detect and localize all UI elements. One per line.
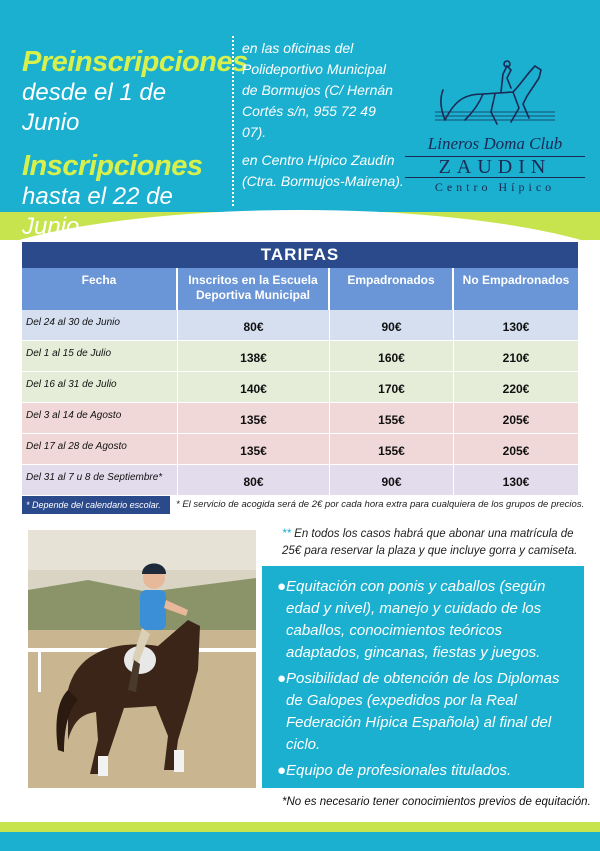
table-row	[22, 434, 578, 465]
preinscripcion-location: en las oficinas del Polideportivo Municipal de Bormujos (C/ Hernán Cortés s/n, 955 72 49 07).	[242, 40, 393, 140]
cell-empadronados: 170€	[330, 372, 454, 402]
cell-fecha: Del 1 al 15 de Julio	[22, 341, 178, 371]
rider-photo	[28, 530, 256, 788]
cell-empadronados: 90€	[330, 310, 454, 340]
inscripciones-date: hasta el 22 de Junio	[22, 183, 173, 240]
bullet-icon: ●	[277, 670, 287, 687]
note-calendario: * Depende del calendario escolar.	[22, 496, 170, 514]
preinscripciones-title: Preinscripciones	[22, 46, 248, 78]
cell-no-empadronados: 205€	[502, 444, 530, 458]
cell-empadronados: 155€	[330, 434, 454, 464]
table-row	[22, 465, 578, 496]
tarifas-table	[22, 242, 578, 496]
features-list	[262, 566, 584, 782]
cell-fecha: Del 31 al 7 u 8 de Septiembre*	[22, 465, 178, 495]
preinscripciones-date: desde el 1 de Junio	[22, 79, 167, 136]
col-header-inscritos: Inscritos en la Escuela Deportiva Municipal	[178, 268, 330, 310]
dates-block	[22, 46, 248, 254]
footer-blue-band	[0, 832, 600, 851]
footer-lime-band	[0, 822, 600, 832]
cell-inscritos: 138€	[178, 341, 330, 371]
logo-club-name: Lineros Doma Club	[427, 134, 563, 153]
cell-inscritos: 140€	[178, 372, 330, 402]
cell-fecha: Del 3 al 14 de Agosto	[22, 403, 178, 433]
table-row	[22, 372, 578, 403]
cell-no-empadronados: 130€	[502, 475, 530, 489]
cell-empadronados: 155€	[330, 403, 454, 433]
bullet-icon: ●	[277, 578, 287, 595]
logo-centro: Centro Hípico	[434, 180, 556, 194]
feature-item	[277, 668, 574, 756]
cell-fecha: Del 24 al 30 de Junio	[22, 310, 178, 340]
cell-no-empadronados: 205€	[502, 413, 530, 427]
cell-fecha: Del 16 al 31 de Julio	[22, 372, 178, 402]
features-box	[262, 566, 584, 788]
asterisks: **	[282, 528, 291, 540]
feature-text: Posibilidad de obtención de los Diplomas de Galopes (expedidos por la Real Federación Hípica Española) al final del ciclo.	[286, 670, 560, 753]
requirements-note: *No es necesario tener conocimientos previos de equitación.	[282, 796, 591, 808]
matricula-text: En todos los casos habrá que abonar una matrícula de 25€ para reservar la plaza y que incluye gorra y camiseta.	[282, 528, 578, 557]
cell-fecha: Del 17 al 28 de Agosto	[22, 434, 178, 464]
cell-no-empadronados: 210€	[502, 351, 530, 365]
col-header-no-empadronados: No Empadronados	[462, 273, 570, 287]
col-header-empadronados: Empadronados	[330, 268, 454, 310]
rider-photo-image	[28, 530, 256, 788]
table-row	[22, 341, 578, 372]
note-acogida: * El servicio de acogida será de 2€ por cada hora extra para cualquiera de los grupos de precios.	[176, 499, 585, 510]
cell-no-empadronados: 220€	[502, 382, 530, 396]
header-banner	[0, 0, 600, 240]
cell-inscritos: 80€	[178, 465, 330, 495]
matricula-note	[282, 526, 582, 560]
table-header	[22, 268, 578, 310]
horse-rider-icon	[435, 60, 555, 132]
cell-empadronados: 160€	[330, 341, 454, 371]
feature-text: Equipo de profesionales titulados.	[286, 762, 512, 779]
inscripciones-title: Inscripciones	[22, 150, 203, 182]
cell-no-empadronados: 130€	[502, 320, 530, 334]
cell-empadronados: 90€	[330, 465, 454, 495]
col-header-fecha: Fecha	[22, 268, 178, 310]
bullet-icon: ●	[277, 762, 287, 779]
feature-item	[277, 576, 574, 664]
feature-item	[277, 760, 574, 782]
table-title: TARIFAS	[22, 242, 578, 268]
club-logo	[405, 60, 585, 200]
cell-inscritos: 135€	[178, 434, 330, 464]
feature-text: Equitación con ponis y caballos (según edad y nivel), manejo y cuidado de los caballos, conocimientos teóricos adaptados, gincanas, fiestas y juegos.	[286, 578, 546, 661]
table-row	[22, 403, 578, 434]
logo-zaudin: ZAUDIN	[405, 156, 585, 178]
table-row	[22, 310, 578, 341]
inscripcion-location: en Centro Hípico Zaudín (Ctra. Bormujos-Mairena).	[242, 152, 404, 189]
cell-inscritos: 135€	[178, 403, 330, 433]
dotted-divider	[232, 36, 236, 206]
table-notes	[22, 496, 585, 516]
cell-inscritos: 80€	[178, 310, 330, 340]
